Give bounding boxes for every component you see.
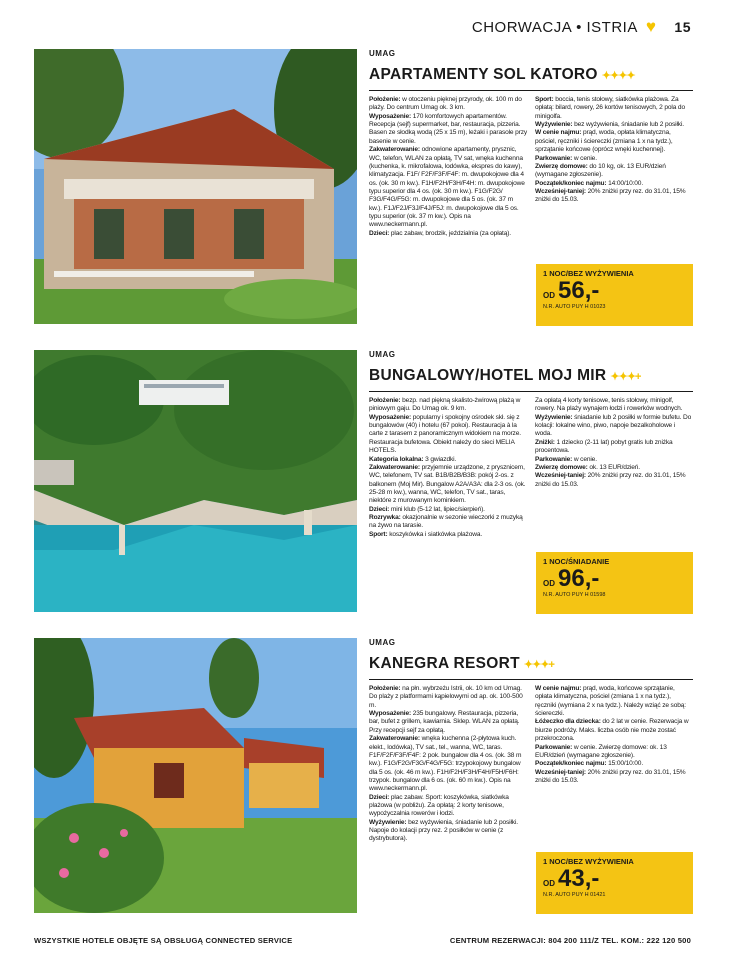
- description-text: 15:00/10:00.: [606, 760, 644, 768]
- description-text: 3 gwiazdki.: [423, 455, 457, 463]
- description-paragraph: [369, 735, 527, 794]
- footer-service-note: WSZYSTKIE HOTELE OBJĘTE SĄ OBSŁUGĄ CONNECTED SERVICE: [34, 936, 293, 945]
- description-term: Zakwaterowanie:: [369, 146, 420, 154]
- hotel-block-2: [369, 350, 693, 539]
- description-text: bez wyżywienia, śniadanie lub 2 posiłki. Napoje do kolacji przy rez. 2 posiłków w cenie (z dystrybutora).: [369, 818, 518, 843]
- rating-icon: ✦✦✦+: [610, 370, 641, 383]
- description-paragraph: [535, 163, 693, 180]
- description-paragraph: [535, 121, 693, 129]
- description-text: 20% zniżki przy rez. do 31.01, 15% zniżki do 15.03.: [535, 768, 686, 784]
- description-text: bez wyżywienia, śniadanie lub 2 posiłki.: [572, 121, 684, 129]
- price-amount: 56,-: [558, 277, 600, 304]
- description-left: [369, 96, 527, 238]
- description-term: Położenie:: [369, 96, 401, 103]
- hotel-location: UMAG: [369, 49, 396, 58]
- description-paragraph: [535, 188, 693, 205]
- description-paragraph: [535, 397, 693, 414]
- description-term: Dzieci:: [369, 229, 390, 237]
- price-from: OD: [543, 879, 555, 888]
- photo-sol-katoro: [34, 49, 357, 324]
- description-term: Wcześniej-taniej:: [535, 187, 586, 195]
- description-term: Wyżywienie:: [535, 121, 573, 129]
- description-term: Wyposażenie:: [369, 413, 412, 421]
- page-number: 15: [674, 19, 691, 35]
- description-paragraph: [369, 96, 527, 113]
- description-text: 14:00/10:00.: [606, 179, 644, 187]
- offer-code: N.R. AUTO PUY H 01421: [543, 892, 606, 898]
- description-text: ok. 13 EUR/dzień.: [587, 463, 640, 471]
- description-term: Zwierzę domowe:: [535, 162, 588, 170]
- hotel-name: APARTAMENTY SOL KATORO: [369, 66, 598, 83]
- description-text: mini klub (5-12 lat, lipiec/sierpień).: [389, 505, 485, 513]
- description-right: [535, 96, 693, 238]
- description-term: Sport:: [369, 530, 388, 538]
- description-paragraph: [535, 96, 693, 121]
- description-text: plac zabaw. Sport: koszykówka, siatkówka plażowa (w pobliżu). Za opłatą: 2 korty tenisowe, wypożyczalnia rowerów i łodzi.: [369, 793, 509, 818]
- description-paragraph: [369, 456, 527, 464]
- description-term: Łóżeczko dla dziecka:: [535, 718, 601, 726]
- description-text: popularny i spokojny ośrodek skł. się z bungalowów (40) i hotelu (67 pokoi). Restauracja à la carte z tarasem z panoramicznym widokiem na morze. Restauracja bufetowa. Obiekt należy do sieci MELIA HOTELS.: [369, 413, 521, 455]
- description-text: 170 komfortowych apartamentów. Recepcja (sejf) supermarket, bar, restauracja, pizzeria. Basen ze słodką wodą (25 x 15 m), leżaki i parasole przy basenie w cenie.: [369, 112, 527, 145]
- price-from: OD: [543, 291, 555, 300]
- description-term: Wyżywienie:: [535, 413, 573, 421]
- description-term: Położenie:: [369, 397, 401, 404]
- description-term: Parkowanie:: [535, 455, 573, 463]
- description-paragraph: [535, 456, 693, 464]
- description-text: 235 bungalowy. Restauracja, pizzeria, bar, bufet z grillem, kawiarnia. Sklep. WLAN za opłatą. Przy recepcji sejf za opłatą.: [369, 710, 520, 734]
- description-term: Rozrywka:: [369, 514, 401, 522]
- description-text: 20% zniżki przy rez. do 31.01, 15% zniżki do 15.03.: [535, 472, 686, 488]
- description-paragraph: [369, 819, 527, 844]
- hotel-title: [369, 655, 693, 673]
- description-paragraph: [535, 155, 693, 163]
- description-term: Dzieci:: [369, 505, 390, 513]
- description-text: w cenie. Zwierzę domowe: ok. 13 EUR/dzień (wymagane zgłoszenie).: [535, 743, 667, 759]
- description-paragraph: [369, 146, 527, 230]
- region-title: CHORWACJA • ISTRIA: [471, 18, 638, 36]
- description-paragraph: [369, 113, 527, 146]
- price-amount: 43,-: [558, 865, 600, 892]
- description-paragraph: [369, 397, 527, 414]
- description-paragraph: [369, 685, 527, 710]
- offer-code: N.R. AUTO PUY H 01023: [543, 304, 606, 310]
- description-text: prąd, woda, opłata klimatyczna, pościel, ręczniki i ściereczki (zmiana 1 x na tydz.), sprzątanie końcowe (oprócz wnęki kuchennej).: [535, 129, 673, 154]
- hotel-title: [369, 66, 693, 84]
- description-paragraph: [369, 230, 527, 238]
- description-text: bezp. nad piękną skalisto-żwirową plażą w piniowym gaju. Do Umag ok. 9 km.: [369, 397, 521, 413]
- description-text: do 10 kg, ok. 13 EUR/dzień (wymagane zgłoszenie).: [535, 162, 666, 179]
- price-from: OD: [543, 579, 555, 588]
- description-term: Początek/koniec najmu:: [535, 760, 607, 768]
- price-label: 1 NOC/ŚNIADANIE: [543, 557, 610, 566]
- description-paragraph: [369, 794, 527, 819]
- rating-icon: ✦✦✦+: [523, 658, 554, 671]
- description-text: 20% zniżki przy rez. do 31.01, 15% zniżki do 15.03.: [535, 187, 686, 204]
- description-term: W cenie najmu:: [535, 685, 582, 692]
- description-term: Zniżki:: [535, 438, 555, 446]
- description-paragraph: [535, 744, 693, 761]
- description-text: odnowione apartamenty, prysznic, WC, telefon, WLAN za opłatą, TV sat, wnęka kuchenna (kuchenka, k. mikrofalowa, lodówka, ekspres do kawy), klimatyzacja. F1F/ F2F/F3F/F4F: m. dwupokojowe dla 4 os. (ok. 30 m kw.). F1H/F2H/F3H/F4H: m. dwupokojowe typu superior dla 4 os. (ok. 30 m kw.). F1G/F2G/ F3G/F4G/F5G: m. dwupokojowe dla 5 os. (ok. 37 m kw.). F1J/F2J/F3J/F4J/F5J: m. dwupokojowe dla 5 os. typu superior (ok. 37 m kw.). Opis na www.neckermann.pl.: [369, 146, 525, 229]
- offer-code: N.R. AUTO PUY H 01598: [543, 592, 606, 598]
- description-paragraph: [535, 769, 693, 786]
- description-term: Wyposażenie:: [369, 112, 412, 120]
- description-term: Dzieci:: [369, 793, 390, 801]
- description-paragraph: [369, 710, 527, 735]
- description-text: w cenie.: [572, 455, 597, 463]
- description-term: Zakwaterowanie:: [369, 463, 420, 471]
- description-text: okazjonalnie w sezonie wieczorki z muzyką na żywo na tarasie.: [369, 514, 523, 530]
- photo-kanegra: [34, 638, 357, 913]
- description-paragraph: [535, 760, 693, 768]
- description-paragraph: [535, 685, 693, 718]
- page-header: [472, 17, 691, 37]
- divider: [369, 90, 693, 91]
- description-paragraph: [535, 464, 693, 472]
- hotel-block-3: [369, 638, 693, 844]
- description-term: Wcześniej-taniej:: [535, 768, 586, 776]
- description-term: Początek/koniec najmu:: [535, 179, 607, 187]
- description-text: wnęka kuchenna (2-płytowa kuch. elekt., lodówka), TV sat., tel., wanna, WC, taras. F1F/F2F/F3F/F4F: 2 pok. bungalow dla 4 os. (ok. 38 m kw.). F1G/F2G/F3G/F4G/F5G: trzypokojowy bungalow dla 5 os. (ok. 46 m kw.). F1H/F2H/F3H/F4H/F5H/F6H: trzypok. bungalow dla 6 os. (ok. 60 m kw.). Opis na www.neckermann.pl.: [369, 735, 522, 793]
- photo-moj-mir: [34, 350, 357, 612]
- description-term: Zwierzę domowe:: [535, 463, 588, 471]
- description-text: przyjemnie urządzone, z prysznicem, WC, telefonem, TV sat. B1B/B2B/B3B: pokój 2-os. z balkonem (Moj Mir). Bungalow A2A/A3A: dla 2-3 os. (ok. 25-28 m kw.), wanna, WC, telefon, TV sat., taras, niektóre z murowanym kominkiem.: [369, 463, 526, 505]
- description-right: [535, 685, 693, 844]
- description-term: Sport:: [535, 96, 554, 103]
- hotel-description: [369, 96, 693, 238]
- description-term: Położenie:: [369, 685, 401, 692]
- hotel-block-1: [369, 49, 693, 238]
- description-paragraph: [535, 180, 693, 188]
- hotel-name: KANEGRA RESORT: [369, 655, 520, 672]
- description-text: plac zabaw, brodzik, jeździalnia (za opłatą).: [389, 229, 511, 237]
- description-left: [369, 397, 527, 539]
- description-text: w otoczeniu pięknej przyrody, ok. 100 m do plaży. Do centrum Umag ok. 3 km.: [369, 96, 522, 112]
- description-paragraph: [369, 531, 527, 539]
- price-label: 1 NOC/BEZ WYŻYWIENIA: [543, 857, 634, 866]
- description-term: W cenie najmu:: [535, 129, 582, 137]
- description-paragraph: [535, 439, 693, 456]
- hotel-name: BUNGALOWY/HOTEL MOJ MIR: [369, 367, 607, 384]
- description-paragraph: [535, 414, 693, 439]
- description-paragraph: [369, 514, 527, 531]
- description-paragraph: [535, 472, 693, 489]
- hotel-title: [369, 367, 693, 385]
- divider: [369, 391, 693, 392]
- rating-icon: ✦✦✦✦: [601, 69, 635, 82]
- heart-icon: ♥: [645, 17, 657, 36]
- hotel-location: UMAG: [369, 350, 396, 359]
- description-term: Parkowanie:: [535, 154, 573, 162]
- description-paragraph: [369, 506, 527, 514]
- description-right: [535, 397, 693, 539]
- description-text: do 2 lat w cenie. Rezerwacja w biurze podróży. Maks. liczba osób nie może zostać przekroczona.: [535, 718, 689, 743]
- description-text: na płn. wybrzeżu Istrii, ok. 10 km od Umag. Do plaży z platformami kąpielowymi od ap. ok. 100-500 m.: [369, 685, 523, 709]
- description-text: w cenie.: [572, 154, 597, 162]
- description-left: [369, 685, 527, 844]
- description-text: śniadanie lub 2 posiłki w formie bufetu. Do kolacji: lokalne wino, piwo, napoje bezalkoholowe i woda.: [535, 413, 692, 438]
- hotel-description: [369, 397, 693, 539]
- description-term: Wcześniej-taniej:: [535, 472, 586, 480]
- price-box-2: [536, 552, 693, 614]
- price-label: 1 NOC/BEZ WYŻYWIENIA: [543, 269, 634, 278]
- description-text: boccia, tenis stołowy, siatkówka plażowa. Za opłatą: bilard, rowery, 26 kortów tenisowych, 2 pola do minigolfa.: [535, 96, 685, 120]
- description-term: Wyżywienie:: [369, 818, 407, 826]
- description-paragraph: [369, 414, 527, 456]
- price-box-1: [536, 264, 693, 326]
- hotel-description: [369, 685, 693, 844]
- description-term: Wyposażenie:: [369, 710, 412, 718]
- description-text: Za opłatą 4 korty tenisowe, tenis stołowy, minigolf, rowery. Na plaży wynajem łodzi i rowerków wodnych.: [535, 397, 683, 413]
- description-term: Kategoria lokalna:: [369, 455, 424, 463]
- description-text: 1 dziecko (2-11 lat) pobyt gratis lub zniżka procentowa.: [535, 438, 673, 455]
- hotel-location: UMAG: [369, 638, 396, 647]
- description-term: Zakwaterowanie:: [369, 735, 420, 743]
- description-text: prąd, woda, końcowe sprzątanie, opłata klimatyczna, pościel (zmiana 1 x na tydz.), ręczniki (wymiana 2 x na tydz.). Należy wziąć ze sobą: ściereczki.: [535, 685, 686, 718]
- description-text: koszykówka i siatkówka plażowa.: [387, 530, 483, 538]
- page-footer: [34, 936, 691, 945]
- footer-reservation-phone: CENTRUM REZERWACJI: 804 200 111/Z TEL. KOM.: 222 120 500: [449, 936, 691, 945]
- price-amount: 96,-: [558, 565, 600, 592]
- description-term: Parkowanie:: [535, 743, 573, 751]
- description-paragraph: [369, 464, 527, 506]
- price-box-3: [536, 852, 693, 914]
- description-paragraph: [535, 718, 693, 743]
- divider: [369, 679, 693, 680]
- description-paragraph: [535, 129, 693, 154]
